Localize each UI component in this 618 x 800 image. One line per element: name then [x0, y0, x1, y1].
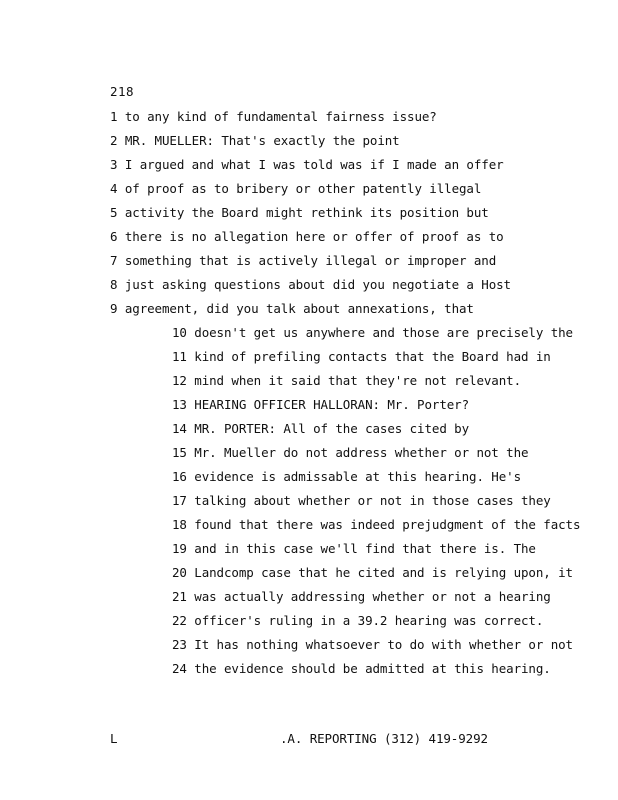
transcript-line-19: 19 and in this case we'll find that there is. The: [172, 541, 536, 556]
transcript-line-5: 5 activity the Board might rethink its position but: [110, 205, 489, 220]
transcript-line-23: 23 It has nothing whatsoever to do with whether or not: [172, 637, 573, 652]
transcript-line-16: 16 evidence is admissable at this hearing. He's: [172, 469, 522, 484]
transcript-line-2: 2 MR. MUELLER: That's exactly the point: [110, 133, 400, 148]
page-number: 218: [110, 84, 135, 99]
transcript-line-15: 15 Mr. Mueller do not address whether or not the: [172, 445, 529, 460]
transcript-line-10: 10 doesn't get us anywhere and those are precisely the: [172, 325, 573, 340]
transcript-line-20: 20 Landcomp case that he cited and is relying upon, it: [172, 565, 573, 580]
transcript-line-22: 22 officer's ruling in a 39.2 hearing was correct.: [172, 613, 544, 628]
transcript-line-21: 21 was actually addressing whether or not a hearing: [172, 589, 551, 604]
transcript-line-17: 17 talking about whether or not in those cases they: [172, 493, 551, 508]
transcript-line-6: 6 there is no allegation here or offer of proof as to: [110, 229, 504, 244]
transcript-line-8: 8 just asking questions about did you negotiate a Host: [110, 277, 511, 292]
transcript-line-24: 24 the evidence should be admitted at this hearing.: [172, 661, 551, 676]
transcript-line-1: 1 to any kind of fundamental fairness issue?: [110, 109, 437, 124]
transcript-line-3: 3 I argued and what I was told was if I made an offer: [110, 157, 504, 172]
transcript-line-7: 7 something that is actively illegal or improper and: [110, 253, 497, 268]
transcript-line-11: 11 kind of prefiling contacts that the Board had in: [172, 349, 551, 364]
transcript-line-4: 4 of proof as to bribery or other patently illegal: [110, 181, 482, 196]
transcript-line-14: 14 MR. PORTER: All of the cases cited by: [172, 421, 470, 436]
footer-left-mark: L: [110, 731, 118, 746]
transcript-line-13: 13 HEARING OFFICER HALLORAN: Mr. Porter?: [172, 397, 470, 412]
transcript-line-9: 9 agreement, did you talk about annexations, that: [110, 301, 474, 316]
transcript-line-12: 12 mind when it said that they're not relevant.: [172, 373, 522, 388]
transcript-line-18: 18 found that there was indeed prejudgment of the facts: [172, 517, 581, 532]
footer-reporting-contact: .A. REPORTING (312) 419-9292: [280, 731, 488, 746]
